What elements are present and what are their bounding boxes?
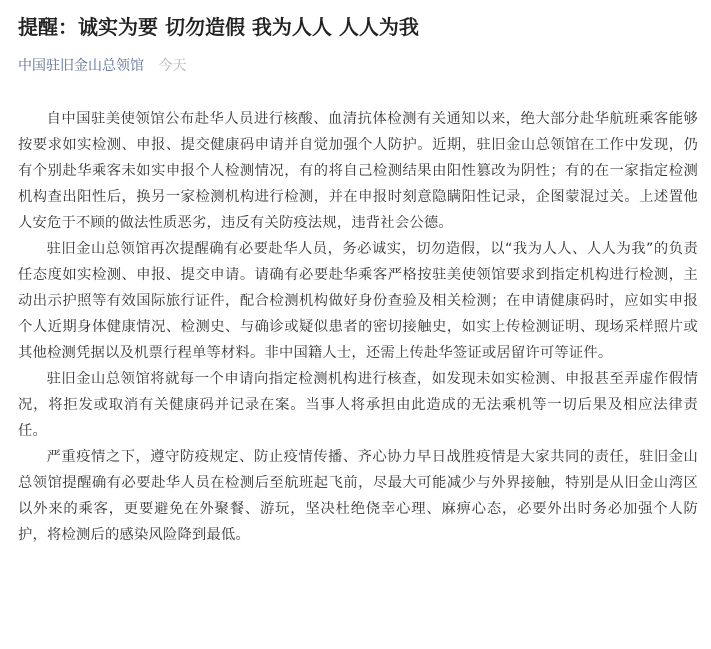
paragraph: 驻旧金山总领馆再次提醒确有必要赴华人员，务必诚实，切勿造假，以“我为人人、人人为我”的负责任态度如实检测、申报、提交申请。请确有必要赴华乘客严格按驻美使领馆要求到指定机构进行检测，主动出示护照等有效国际旅行证件，配合检测机构做好身份查验及相关检测；在申请健康码时，应如实申报个人近期身体健康情况、检测史、与确诊或疑似患者的密切接触史，如实上传检测证明、现场采样照片或其他检测凭据以及机票行程单等材料。非中国籍人士，还需上传赴华签证或居留许可等证件。 — [18, 241, 698, 361]
paragraph: 驻旧金山总领馆将就每一个申请向指定检测机构进行核查，如发现未如实检测、申报甚至弄虚作假情况，将拒发或取消有关健康码并记录在案。当事人将承担由此造成的无法乘机等一切后果及相应法律责任。 — [18, 371, 698, 439]
paragraph: 自中国驻美使领馆公布赴华人员进行核酸、血清抗体检测有关通知以来，绝大部分赴华航班乘客能够按要求如实检测、申报、提交健康码申请并自觉加强个人防护。近期，驻旧金山总领馆在工作中发现，仍有个别赴华乘客未如实申报个人检测情况，有的将自己检测结果由阳性篡改为阴性；有的在一家指定检测机构查出阳性后，换另一家检测机构进行检测，并在申报时刻意隐瞒阳性记录，企图蒙混过关。上述置他人安危于不顾的做法性质恶劣，违反有关防疫法规，违背社会公德。 — [18, 111, 698, 231]
article-content — [18, 106, 698, 548]
article — [18, 12, 698, 548]
account-name-link[interactable]: 中国驻旧金山总领馆 — [18, 58, 144, 74]
publish-time: 今天 — [158, 58, 187, 74]
paragraph: 严重疫情之下，遵守防疫规定、防止疫情传播、齐心协力早日战胜疫情是大家共同的责任，驻旧金山总领馆提醒确有必要赴华人员在检测后至航班起飞前，尽最大可能减少与外界接触，特别是从旧金山湾区以外来的乘客，更要避免在外聚餐、游玩，坚决杜绝侥幸心理、麻痹心态，必要外出时务必加强个人防护，将检测后的感染风险降到最低。 — [18, 449, 698, 543]
article-meta — [18, 56, 698, 76]
article-title: 提醒：诚实为要 切勿造假 我为人人 人人为我 — [18, 15, 419, 39]
